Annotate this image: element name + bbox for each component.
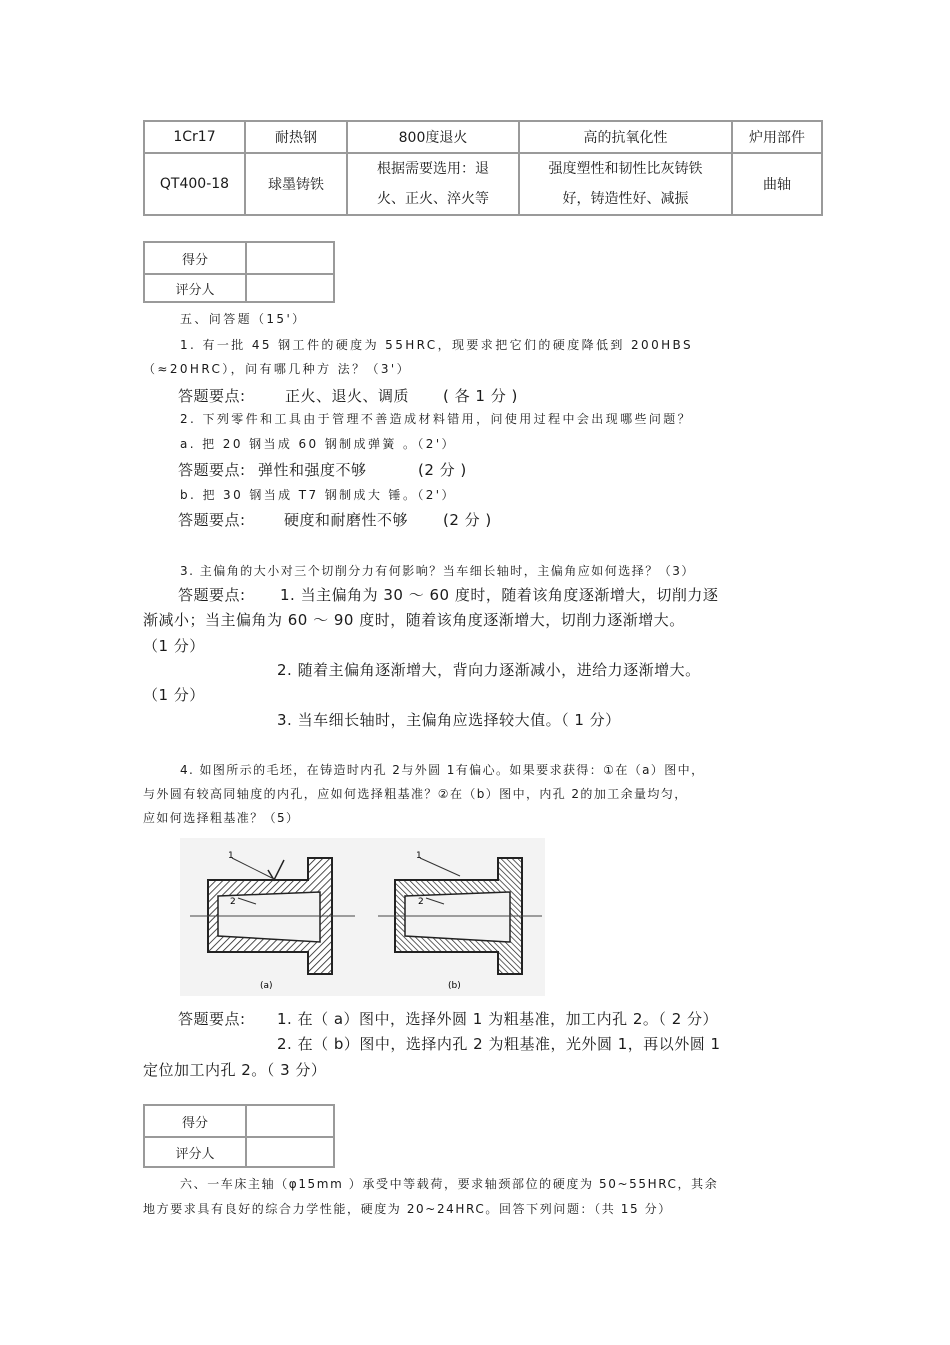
answer-score: （1 分） [143,637,205,655]
cell-use: 曲轴 [732,153,822,215]
answer-text: 弹性和强度不够 [258,461,367,479]
answer-label: 答题要点: [178,1010,246,1028]
answer-text: 3. 当车细长轴时，主偏角应选择较大值。（ 1 分） [277,711,621,729]
score-table [143,1104,335,1168]
answer-text: 硬度和耐磨性不够 [284,511,409,529]
figure-a-caption: (a) [260,981,273,991]
table-row [144,153,822,215]
grader-value[interactable] [246,1137,334,1167]
q3-text: 3. 主偏角的大小对三个切削分力有何影响？当车细长轴时，主偏角应如何选择？（3） [180,564,695,578]
cell-heat: 800度退火 [347,121,519,153]
answer-label: 答题要点: [178,586,246,604]
score-value[interactable] [246,1105,334,1137]
q1-line1: 1. 有一批 45 钢工件的硬度为 55HRC，现要求把它们的硬度降低到 200HBS [180,338,693,352]
answer-text: 2. 随着主偏角逐渐增大，背向力逐渐减小，进给力逐渐增大。 [277,661,701,679]
section6-line1: 六、一车床主轴（φ15mm ）承受中等载荷，要求轴颈部位的硬度为 50~55HRC，其余 [180,1177,719,1191]
cell-grade: 1Cr17 [144,121,245,153]
score-label: 得分 [144,1105,246,1137]
cell-type: 耐热钢 [245,121,347,153]
answer-label: 答题要点: [178,461,246,479]
score-label: 得分 [144,242,246,274]
answer-score: (2 分 ) [443,511,492,529]
cell-type: 球墨铸铁 [245,153,347,215]
table-row [144,121,822,153]
q2-text: 2. 下列零件和工具由于管理不善造成材料错用，问使用过程中会出现哪些问题？ [180,412,693,426]
figure-b-caption: (b) [448,981,461,991]
score-value[interactable] [246,242,334,274]
answer-text: 渐减小；当主偏角为 60 ～ 90 度时，随着该角度逐渐增大，切削力逐渐增大。 [143,611,685,629]
figure-b-label-1: 1 [416,851,422,861]
q1-line2: （≈20HRC），问有哪几种方 法？（3'） [143,362,412,376]
answer-label: 答题要点: [178,511,246,529]
cell-property-line1: 强度塑性和韧性比灰铸铁 [548,161,703,177]
q4-line2: 与外圆有较高同轴度的内孔，应如何选择粗基准？②在（b）图中，内孔 2的加工余量均匀， [143,787,688,801]
cell-heat-line2: 火、正火、淬火等 [377,191,489,207]
answer-label: 答题要点: [178,387,246,405]
q2a-text: a. 把 20 钢当成 60 钢制成弹簧 。（2'） [180,437,456,451]
cell-heat-line1: 根据需要选用：退 [377,161,489,177]
answer-score: （1 分） [143,686,205,704]
materials-table [143,120,823,216]
cell-property [519,153,732,215]
answer-score: (2 分 ) [418,461,467,479]
q2b-text: b. 把 30 钢当成 T7 钢制成大 锤。（2'） [180,488,456,502]
blank-casting-figure [180,838,545,996]
q4-line1: 4. 如图所示的毛坯，在铸造时内孔 2与外圆 1有偏心。如果要求获得：①在（a）图中， [180,763,705,777]
cell-property: 高的抗氧化性 [519,121,732,153]
cell-heat [347,153,519,215]
answer-text: 1. 当主偏角为 30 ～ 60 度时，随着该角度逐渐增大，切削力逐 [280,586,719,604]
cell-grade: QT400-18 [144,153,245,215]
figure-a-label-2: 2 [230,897,236,907]
answer-text: 1. 在（ a）图中，选择外圆 1 为粗基准，加工内孔 2。（ 2 分） [277,1010,719,1028]
answer-text: 2. 在（ b）图中，选择内孔 2 为粗基准，光外圆 1，再以外圆 1 [277,1035,721,1053]
answer-score: ( 各 1 分 ) [443,387,518,405]
answer-text: 正火、退火、调质 [285,387,410,405]
cell-use: 炉用部件 [732,121,822,153]
section5-title: 五、问答题（15'） [180,312,307,326]
grader-value[interactable] [246,274,334,302]
cell-property-line2: 好，铸造性好、减振 [562,191,689,207]
score-table [143,241,335,303]
grader-label: 评分人 [144,1137,246,1167]
section6-line2: 地方要求具有良好的综合力学性能，硬度为 20~24HRC。回答下列问题：（共 15 分） [143,1202,672,1216]
answer-text: 定位加工内孔 2。（ 3 分） [143,1061,327,1079]
figure-a-label-1: 1 [228,851,234,861]
q4-line3: 应如何选择粗基准？（5） [143,811,300,825]
figure-b-label-2: 2 [418,897,424,907]
grader-label: 评分人 [144,274,246,302]
